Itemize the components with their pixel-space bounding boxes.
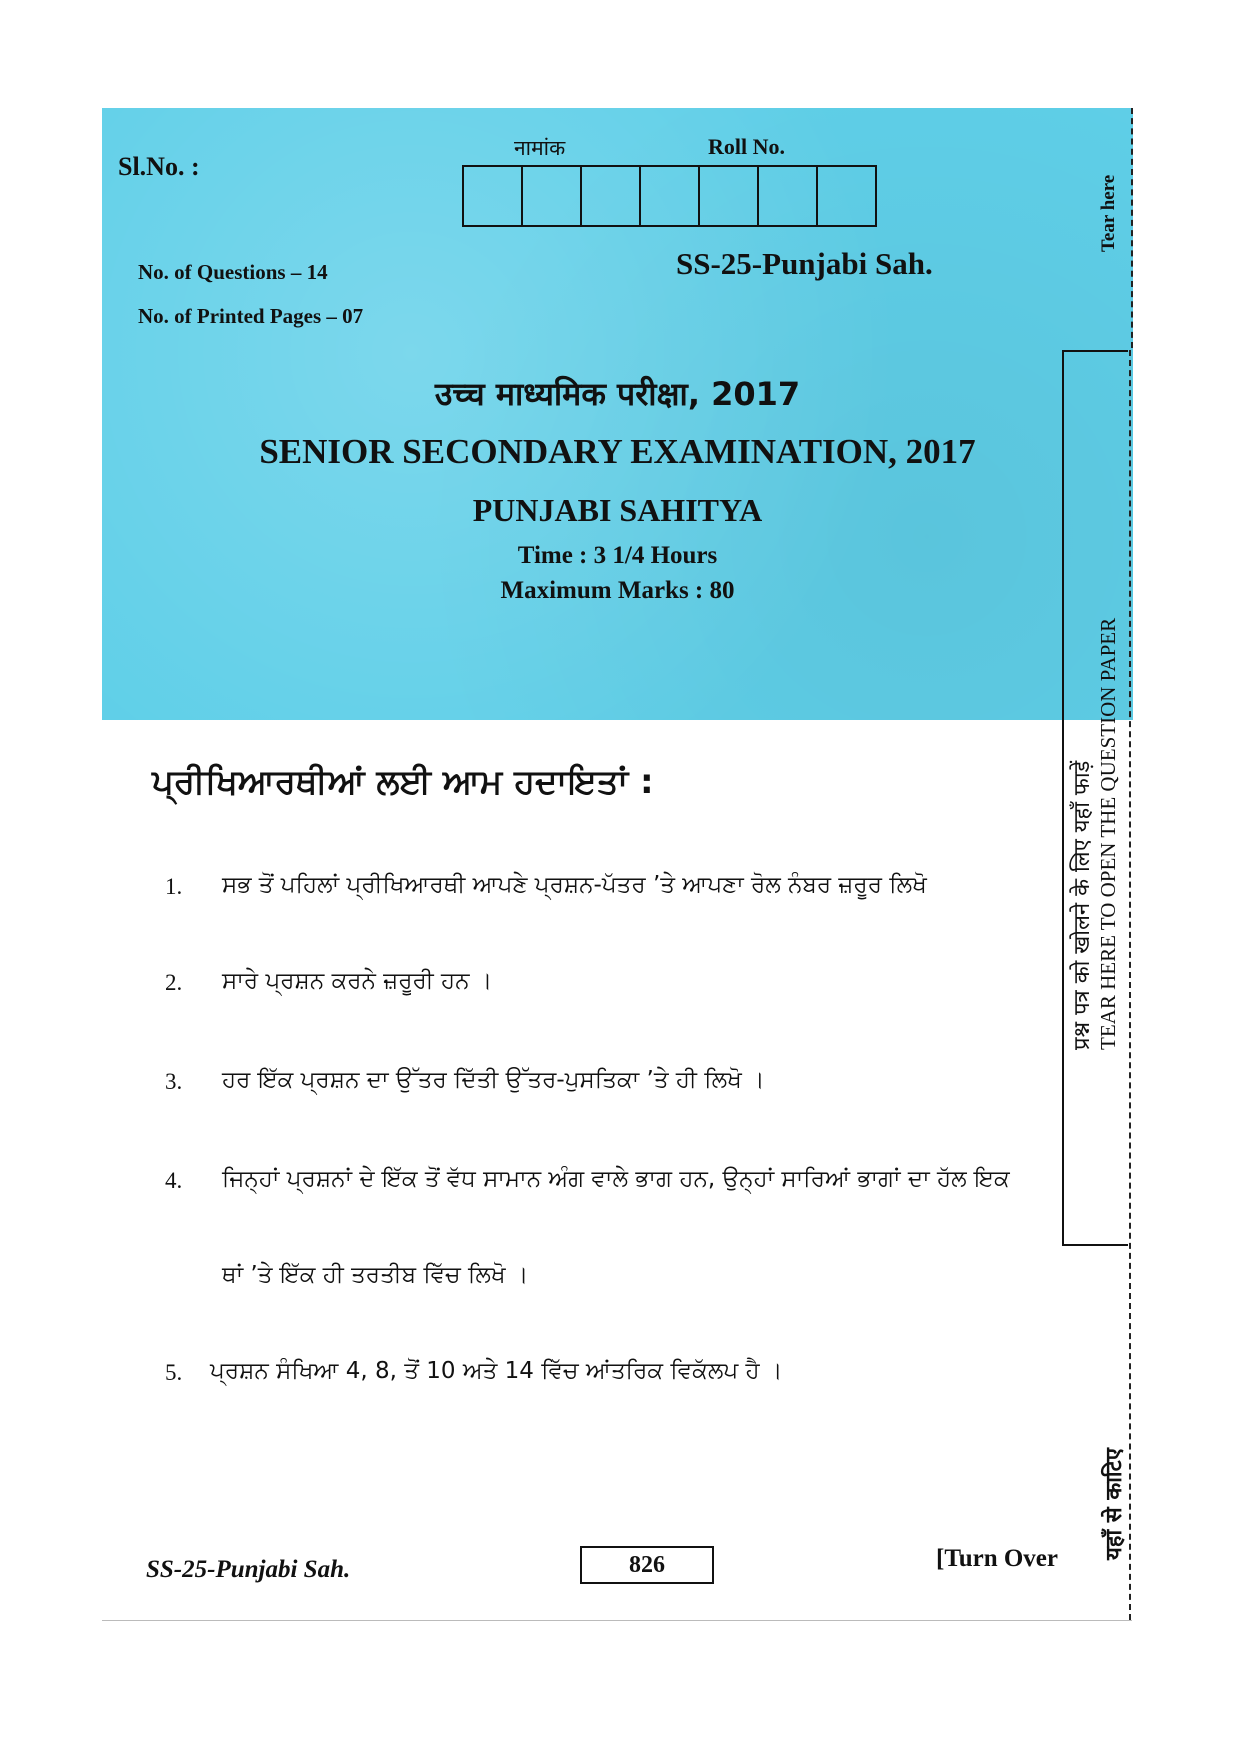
roll-number-cell[interactable]	[523, 167, 582, 225]
roll-number-cell[interactable]	[818, 167, 875, 225]
subject-title: PUNJABI SAHITYA	[472, 492, 763, 528]
instruction-number: 5.	[165, 1360, 183, 1385]
namank-label: नामांक	[514, 136, 566, 160]
tear-here-label: Tear here	[1098, 174, 1119, 252]
roll-number-cell[interactable]	[464, 167, 523, 225]
serial-number-label: Sl.No. :	[118, 152, 200, 181]
instruction-number: 3.	[165, 1069, 183, 1094]
instruction-text: ਜਿਨ੍ਹਾਂ ਪ੍ਰਸ਼ਨਾਂ ਦੇ ਇੱਕ ਤੋਂ ਵੱਧ ਸਾਮਾਨ ਅੰਗ ਵਾਲੇ ਭਾਗ ਹਨ, ਉਨ੍ਹਾਂ ਸਾਰਿਆਂ ਭਾਗਾਂ ਦਾ ਹੱਲ ਇਕ	[222, 1166, 1010, 1192]
page-code-box: 826	[580, 1546, 714, 1584]
instruction-text: ਪ੍ਰਸ਼ਨ ਸੰਖਿਆ 4, 8, ਤੋਂ 10 ਅਤੇ 14 ਵਿੱਚ ਆਂਤਰਿਕ ਵਿਕੱਲਪ ਹੈ ।	[210, 1358, 783, 1384]
footer-paper-code: SS-25-Punjabi Sah.	[146, 1556, 351, 1583]
turn-over-label: [Turn Over	[936, 1545, 1058, 1572]
instruction-number: 4.	[165, 1168, 183, 1193]
tear-instruction-english: TEAR HERE TO OPEN THE QUESTION PAPER	[1096, 617, 1120, 1050]
number-of-questions: No. of Questions – 14	[138, 260, 328, 284]
roll-number-cell[interactable]	[582, 167, 641, 225]
exam-title-hindi: उच्च माध्यमिक परीक्षा, 2017	[434, 375, 801, 413]
tear-line-right	[1129, 350, 1131, 1620]
exam-time: Time : 3 1/4 Hours	[517, 542, 718, 569]
roll-number-label: Roll No.	[708, 134, 785, 159]
paper-code: SS-25-Punjabi Sah.	[676, 246, 933, 281]
cut-here-label: यहाँ से काटिए	[1102, 1448, 1127, 1560]
roll-number-cell[interactable]	[700, 167, 759, 225]
bottom-rule	[102, 1620, 1132, 1621]
tear-line-top	[1131, 108, 1133, 348]
tear-instruction-hindi: प्रश्न पत्र को खोलने के लिए यहाँ फाड़ें	[1070, 760, 1095, 1050]
roll-number-cell[interactable]	[759, 167, 818, 225]
number-of-printed-pages: No. of Printed Pages – 07	[138, 304, 364, 328]
instruction-text: ਸਾਰੇ ਪ੍ਰਸ਼ਨ ਕਰਨੇ ਜ਼ਰੂਰੀ ਹਨ ।	[222, 968, 493, 994]
instruction-text-continued: ਥਾਂ ’ਤੇ ਇੱਕ ਹੀ ਤਰਤੀਬ ਵਿੱਚ ਲਿਖੋ ।	[222, 1262, 529, 1288]
roll-number-boxes[interactable]	[462, 165, 877, 227]
exam-title-english: SENIOR SECONDARY EXAMINATION, 2017	[259, 432, 976, 471]
instructions-heading: ਪ੍ਰੀਖਿਆਰਥੀਆਂ ਲਈ ਆਮ ਹਦਾਇਤਾਂ :	[152, 762, 654, 802]
maximum-marks: Maximum Marks : 80	[500, 577, 735, 604]
instruction-number: 1.	[165, 874, 183, 899]
roll-number-cell[interactable]	[641, 167, 700, 225]
instruction-text: ਹਰ ਇੱਕ ਪ੍ਰਸ਼ਨ ਦਾ ਉੱਤਰ ਦਿੱਤੀ ਉੱਤਰ-ਪੁਸਤਿਕਾ ’ਤੇ ਹੀ ਲਿਖੋ ।	[222, 1067, 765, 1093]
instruction-number: 2.	[165, 970, 183, 995]
instruction-text: ਸਭ ਤੋਂ ਪਹਿਲਾਂ ਪ੍ਰੀਖਿਆਰਥੀ ਆਪਣੇ ਪ੍ਰਸ਼ਨ-ਪੱਤਰ ’ਤੇ ਆਪਣਾ ਰੋਲ ਨੰਬਰ ਜ਼ਰੂਰ ਲਿਖੋ	[222, 872, 927, 898]
